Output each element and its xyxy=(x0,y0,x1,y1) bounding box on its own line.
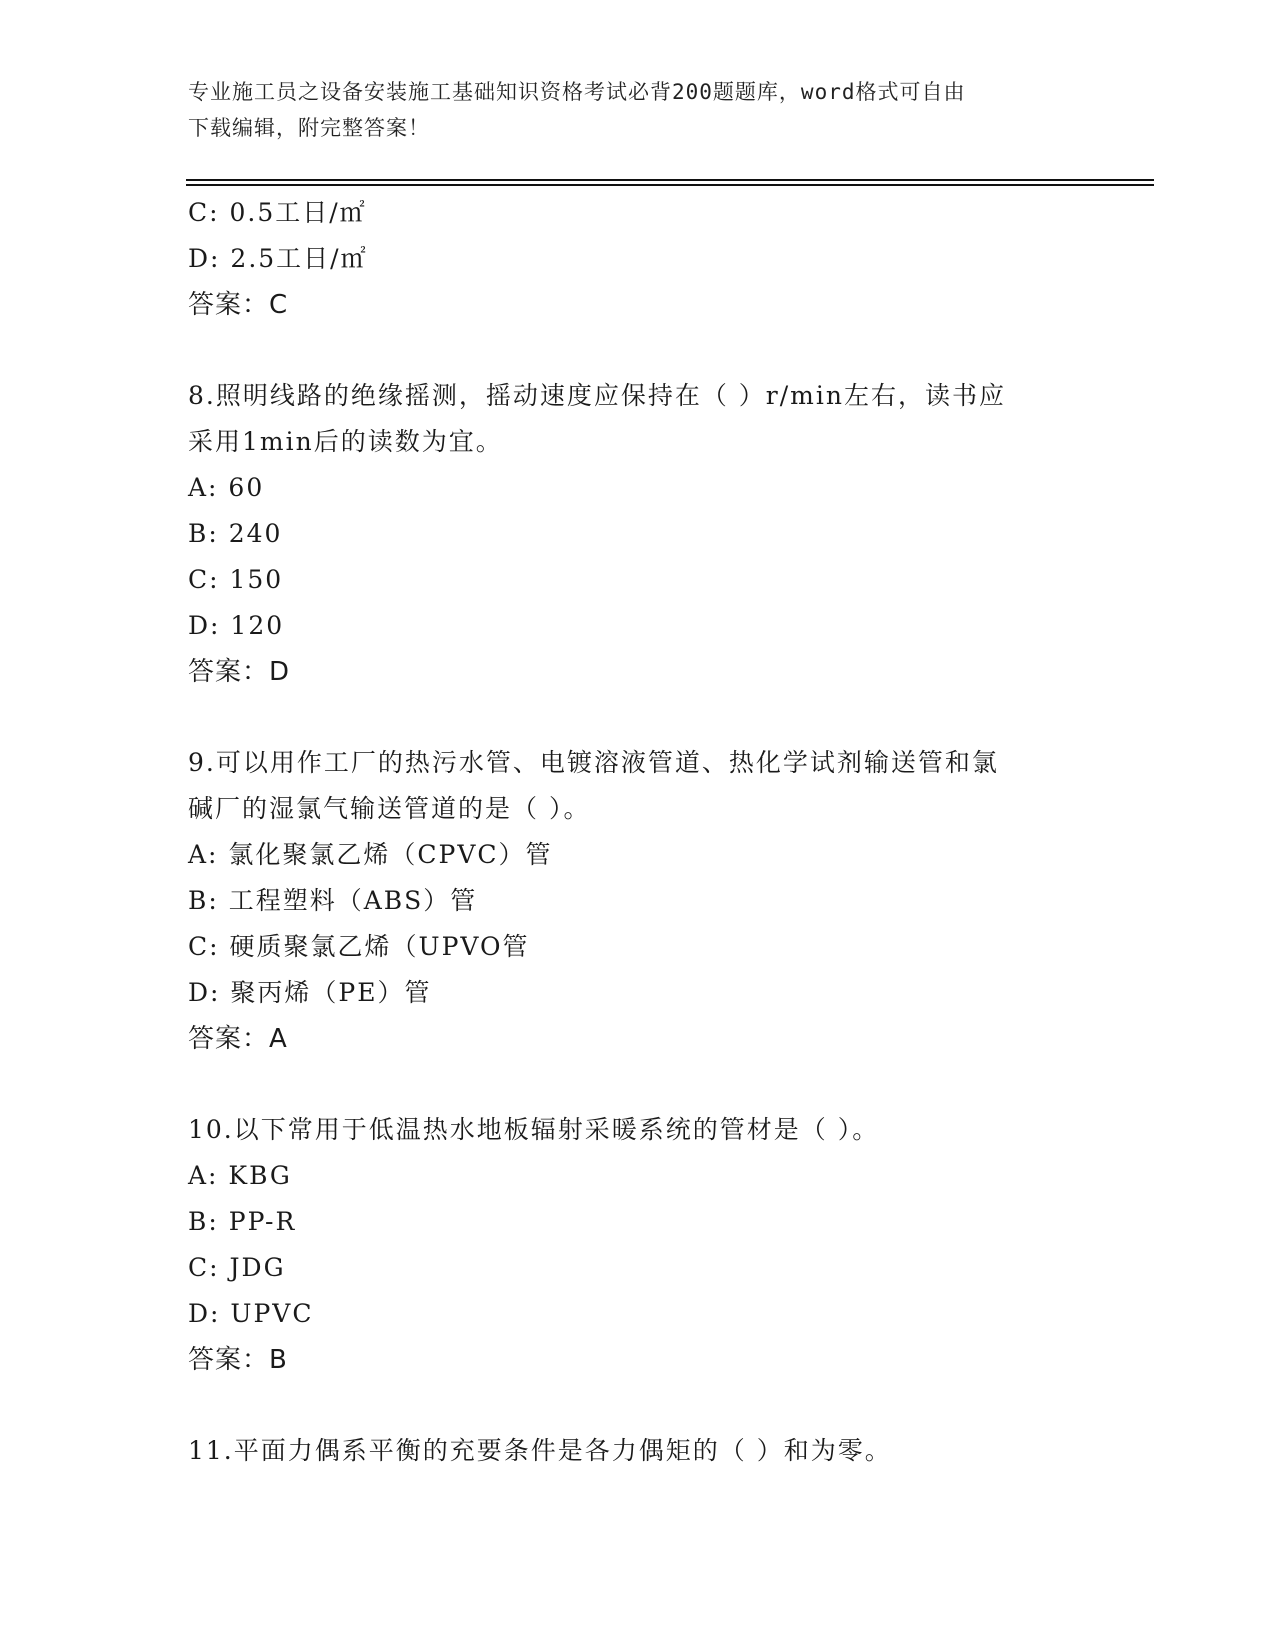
question-text: 9.可以用作工厂的热污水管、电镀溶液管道、热化学试剂输送管和氯 xyxy=(188,748,999,777)
document-header xyxy=(188,74,1068,146)
option-c: C: JDG xyxy=(188,1253,286,1282)
spacer xyxy=(188,1062,1088,1107)
header-line-2: 下载编辑，附完整答案！ xyxy=(188,116,430,140)
header-line-1: 专业施工员之设备安装施工基础知识资格考试必背200题题库，word格式可自由 xyxy=(188,80,966,104)
answer-line: 答案：C xyxy=(188,290,289,320)
option-d: D: 2.5工日/㎡ xyxy=(188,244,368,273)
option-b: B: 工程塑料（ABS）管 xyxy=(188,886,478,915)
option-d: D: UPVC xyxy=(188,1299,314,1328)
question-text-continued: 碱厂的湿氯气输送管道的是（ ）。 xyxy=(188,794,591,823)
question-9 xyxy=(188,740,1088,1062)
option-d: D: 聚丙烯（PE）管 xyxy=(188,978,432,1007)
spacer xyxy=(188,1383,1088,1428)
option-c: C: 硬质聚氯乙烯（UPVO管 xyxy=(188,932,530,961)
question-7-tail xyxy=(188,190,1088,328)
question-8 xyxy=(188,373,1088,695)
question-list xyxy=(188,190,1088,1474)
option-a: A: KBG xyxy=(188,1161,292,1190)
question-11 xyxy=(188,1428,1088,1474)
option-b: B: PP-R xyxy=(188,1207,297,1236)
header-rule-top xyxy=(186,179,1154,181)
option-b: B: 240 xyxy=(188,519,283,548)
question-10 xyxy=(188,1107,1088,1383)
answer-line: 答案：B xyxy=(188,1345,288,1375)
option-c: C: 0.5工日/㎡ xyxy=(188,198,367,227)
question-text: 11.平面力偶系平衡的充要条件是各力偶矩的（ ）和为零。 xyxy=(188,1436,892,1465)
question-text: 8.照明线路的绝缘摇测，摇动速度应保持在（ ）r/min左右，读书应 xyxy=(188,381,1006,410)
spacer xyxy=(188,328,1088,373)
question-text-continued: 采用1min后的读数为宜。 xyxy=(188,427,503,456)
answer-line: 答案：D xyxy=(188,657,291,687)
option-d: D: 120 xyxy=(188,611,285,640)
question-text: 10.以下常用于低温热水地板辐射采暖系统的管材是（ ）。 xyxy=(188,1115,880,1144)
option-a: A: 60 xyxy=(188,473,265,502)
answer-line: 答案：A xyxy=(188,1024,288,1054)
spacer xyxy=(188,695,1088,740)
option-a: A: 氯化聚氯乙烯（CPVC）管 xyxy=(188,840,553,869)
option-c: C: 150 xyxy=(188,565,284,594)
header-rule-bottom xyxy=(186,184,1154,186)
